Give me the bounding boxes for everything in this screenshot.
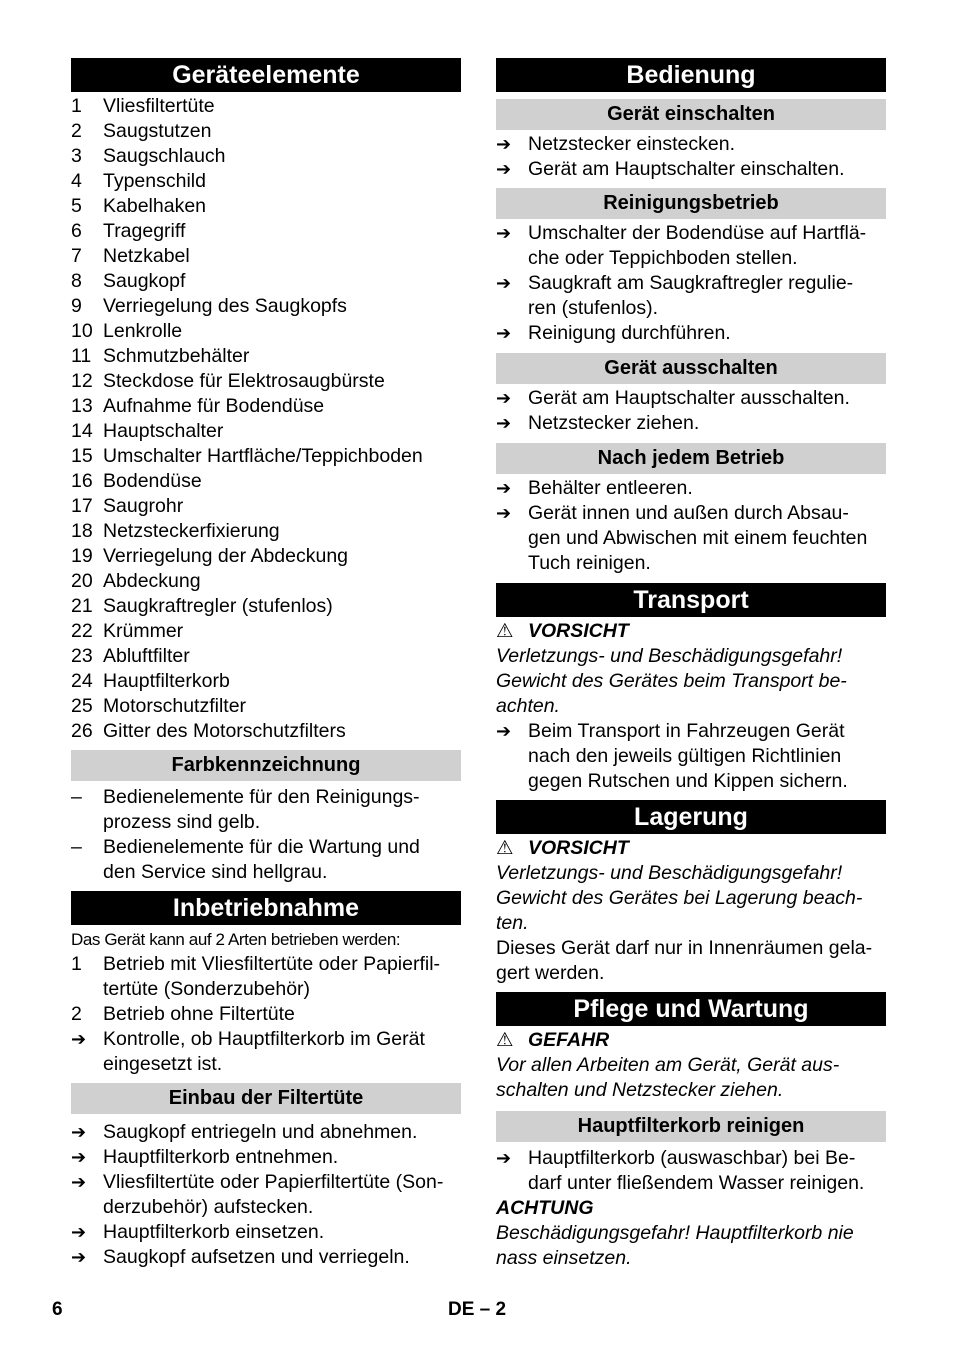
item-text: Umschalter Hartfläche/Teppichboden <box>103 445 423 467</box>
section-heading-inbetriebnahme: Inbetriebnahme <box>71 891 461 925</box>
item-text: Saugschlauch <box>103 145 226 167</box>
list-item <box>71 1120 461 1145</box>
item-text: derzubehör) aufstecken. <box>103 1196 314 1218</box>
list-item <box>71 94 461 119</box>
list-item <box>71 444 461 469</box>
list-item <box>71 119 461 144</box>
storage-warning <box>496 836 886 861</box>
item-text: Tuch reinigen. <box>528 552 651 574</box>
item-text: Abdeckung <box>103 570 201 592</box>
transport-warning-label: VORSICHT <box>528 620 629 642</box>
item-text: Saugstutzen <box>103 120 212 142</box>
list-item <box>496 246 886 271</box>
item-number: 19 <box>71 545 93 567</box>
item-number: 10 <box>71 320 93 342</box>
list-item <box>71 594 461 619</box>
item-text: Gerät innen und außen durch Absau- <box>528 502 849 524</box>
subheading-reinigungsbetrieb: Reinigungsbetrieb <box>496 188 886 219</box>
dash-bullet: – <box>71 786 82 808</box>
item-number: 2 <box>71 1003 82 1025</box>
item-number: 23 <box>71 645 93 667</box>
note-line: Gewicht des Gerätes beim Transport be- <box>496 670 847 692</box>
item-text: Lenkrolle <box>103 320 183 342</box>
text-line: Dieses Gerät darf nur in Innenräumen gela- <box>496 937 873 959</box>
item-text: Betrieb ohne Filtertüte <box>103 1003 295 1025</box>
page-number: 6 <box>52 1299 63 1320</box>
list-item <box>71 694 461 719</box>
list-item <box>496 744 886 769</box>
list-item <box>71 519 461 544</box>
item-text: Saugkraft am Saugkraftregler regulie- <box>528 272 854 294</box>
arrow-icon: ➔ <box>71 1122 87 1142</box>
item-text: Reinigung durchführen. <box>528 322 731 344</box>
transport-list <box>496 719 886 794</box>
list-item <box>496 1171 886 1196</box>
list-item <box>71 344 461 369</box>
list-item <box>496 1146 886 1171</box>
start-list <box>71 952 461 1077</box>
item-text: Hauptfilterkorb einsetzen. <box>103 1221 325 1243</box>
after-list <box>496 476 886 576</box>
list-item <box>71 569 461 594</box>
note-line: Beschädigungsgefahr! Hauptfilterkorb nie <box>496 1222 854 1244</box>
arrow-icon: ➔ <box>71 1029 87 1049</box>
item-number: 16 <box>71 470 93 492</box>
list-item <box>496 411 886 436</box>
arrow-icon: ➔ <box>496 413 512 433</box>
warning-triangle-icon: ⚠ <box>496 620 514 642</box>
arrow-icon: ➔ <box>71 1172 87 1192</box>
arrow-icon: ➔ <box>496 478 512 498</box>
filter-list <box>71 1120 461 1270</box>
item-number: 2 <box>71 120 82 142</box>
list-item <box>71 294 461 319</box>
item-text: Umschalter der Bodendüse auf Hartflä- <box>528 222 867 244</box>
right-column <box>496 58 886 1271</box>
list-item <box>71 319 461 344</box>
list-item <box>496 321 886 346</box>
item-number: 15 <box>71 445 93 467</box>
item-text: Saugkopf aufsetzen und verriegeln. <box>103 1246 410 1268</box>
item-text: prozess sind gelb. <box>103 811 261 833</box>
subheading-hauptfilterkorb-reinigen: Hauptfilterkorb reinigen <box>496 1111 886 1142</box>
item-text: den Service sind hellgrau. <box>103 861 328 883</box>
item-text: Gerät am Hauptschalter ausschalten. <box>528 387 850 409</box>
item-number: 24 <box>71 670 93 692</box>
section-heading-pflege-wartung: Pflege und Wartung <box>496 992 886 1026</box>
arrow-icon: ➔ <box>496 1148 512 1168</box>
item-text: Netzstecker einstecken. <box>528 133 736 155</box>
off-list <box>496 386 886 436</box>
list-item <box>71 394 461 419</box>
item-number: 13 <box>71 395 93 417</box>
item-number: 26 <box>71 720 93 742</box>
list-item <box>71 619 461 644</box>
on-list <box>496 132 886 182</box>
list-item <box>496 132 886 157</box>
start-intro: Das Gerät kann auf 2 Arten betrieben werden: <box>71 930 401 949</box>
list-item <box>71 719 461 744</box>
list-item <box>496 769 886 794</box>
item-number: 18 <box>71 520 93 542</box>
list-item <box>71 469 461 494</box>
transport-note <box>496 644 886 719</box>
list-item <box>496 271 886 296</box>
list-item <box>71 1145 461 1170</box>
item-text: Netzsteckerfixierung <box>103 520 280 542</box>
item-number: 4 <box>71 170 82 192</box>
list-item <box>496 221 886 246</box>
item-text: nach den jeweils gültigen Richtlinien <box>528 745 842 767</box>
item-number: 20 <box>71 570 93 592</box>
care-warning-label: GEFAHR <box>528 1029 610 1051</box>
list-item <box>71 835 461 860</box>
list-item <box>71 1245 461 1270</box>
list-item <box>71 1027 461 1052</box>
item-number: 21 <box>71 595 93 617</box>
item-text: Betrieb mit Vliesfiltertüte oder Papierfil- <box>103 953 441 975</box>
arrow-icon: ➔ <box>71 1247 87 1267</box>
item-text: tertüte (Sonderzubehör) <box>103 978 311 1000</box>
care-warning <box>496 1028 886 1053</box>
list-item <box>71 810 461 835</box>
list-item <box>71 219 461 244</box>
arrow-icon: ➔ <box>496 273 512 293</box>
mainfilter-list <box>496 1146 886 1196</box>
item-text: Typenschild <box>103 170 206 192</box>
transport-warning <box>496 619 886 644</box>
note-line: Vor allen Arbeiten am Gerät, Gerät aus- <box>496 1054 840 1076</box>
care-note <box>496 1053 886 1103</box>
list-item <box>71 785 461 810</box>
section-heading-bedienung: Bedienung <box>496 58 886 92</box>
list-item <box>71 369 461 394</box>
item-text: Krümmer <box>103 620 184 642</box>
item-text: Hauptschalter <box>103 420 224 442</box>
note-line: schalten und Netzstecker ziehen. <box>496 1079 784 1101</box>
item-text: Kontrolle, ob Hauptfilterkorb im Gerät <box>103 1028 425 1050</box>
item-number: 7 <box>71 245 82 267</box>
item-text: Netzstecker ziehen. <box>528 412 700 434</box>
list-item <box>71 419 461 444</box>
arrow-icon: ➔ <box>496 388 512 408</box>
item-number: 11 <box>71 345 92 367</box>
item-text: Vliesfiltertüte oder Papierfiltertüte (Son- <box>103 1171 444 1193</box>
item-text: Hauptfilterkorb <box>103 670 230 692</box>
item-text: Kabelhaken <box>103 195 207 217</box>
section-heading-transport: Transport <box>496 583 886 617</box>
color-list <box>71 785 461 885</box>
item-text: Saugkopf <box>103 270 186 292</box>
storage-note <box>496 861 886 936</box>
cleaning-list <box>496 221 886 346</box>
item-number: 6 <box>71 220 82 242</box>
item-number: 8 <box>71 270 82 292</box>
item-text: ren (stufenlos). <box>528 297 659 319</box>
subheading-geraet-einschalten: Gerät einschalten <box>496 99 886 130</box>
item-text: Verriegelung der Abdeckung <box>103 545 349 567</box>
item-number: 1 <box>71 95 82 117</box>
note-line: Gewicht des Gerätes bei Lagerung beach- <box>496 887 863 909</box>
arrow-icon: ➔ <box>496 134 512 154</box>
dash-bullet: – <box>71 836 82 858</box>
item-number: 5 <box>71 195 82 217</box>
list-item <box>71 1052 461 1077</box>
storage-warning-label: VORSICHT <box>528 837 629 859</box>
item-text: Schmutzbehälter <box>103 345 250 367</box>
subheading-geraet-ausschalten: Gerät ausschalten <box>496 353 886 384</box>
list-item <box>71 952 461 977</box>
list-item <box>496 476 886 501</box>
item-text: Verriegelung des Saugkopfs <box>103 295 347 317</box>
list-item <box>71 494 461 519</box>
item-text: Netzkabel <box>103 245 190 267</box>
list-item <box>71 544 461 569</box>
note-line: Verletzungs- und Beschädigungsgefahr! <box>496 645 843 667</box>
arrow-icon: ➔ <box>496 503 512 523</box>
list-item <box>496 719 886 744</box>
item-text: Beim Transport in Fahrzeugen Gerät <box>528 720 845 742</box>
list-item <box>496 296 886 321</box>
list-item <box>71 169 461 194</box>
item-text: Aufnahme für Bodendüse <box>103 395 325 417</box>
item-text: Gitter des Motorschutzfilters <box>103 720 346 742</box>
note-line: nass einsetzen. <box>496 1247 632 1269</box>
item-text: Saugkopf entriegeln und abnehmen. <box>103 1121 418 1143</box>
list-item <box>496 501 886 526</box>
warning-triangle-icon: ⚠ <box>496 1029 514 1051</box>
list-item <box>496 526 886 551</box>
arrow-icon: ➔ <box>496 159 512 179</box>
list-item <box>496 157 886 182</box>
list-item <box>71 860 461 885</box>
item-number: 1 <box>71 953 82 975</box>
item-text: eingesetzt ist. <box>103 1053 223 1075</box>
item-text: Tragegriff <box>103 220 186 242</box>
item-text: Vliesfiltertüte <box>103 95 215 117</box>
item-number: 9 <box>71 295 82 317</box>
arrow-icon: ➔ <box>496 223 512 243</box>
note-line: achten. <box>496 695 560 717</box>
item-text: che oder Teppichboden stellen. <box>528 247 798 269</box>
item-number: 14 <box>71 420 93 442</box>
list-item <box>71 1220 461 1245</box>
item-text: Steckdose für Elektrosaugbürste <box>103 370 385 392</box>
section-heading-lagerung: Lagerung <box>496 800 886 834</box>
item-text: Saugkraftregler (stufenlos) <box>103 595 333 617</box>
list-item <box>71 977 461 1002</box>
list-item <box>71 1195 461 1220</box>
list-item <box>71 144 461 169</box>
item-text: Bodendüse <box>103 470 202 492</box>
elements-list <box>71 94 461 744</box>
item-text: Hauptfilterkorb (auswaschbar) bei Be- <box>528 1147 856 1169</box>
item-text: Abluftfilter <box>103 645 190 667</box>
item-text: Gerät am Hauptschalter einschalten. <box>528 158 845 180</box>
item-text: Behälter entleeren. <box>528 477 693 499</box>
note-line: Verletzungs- und Beschädigungsgefahr! <box>496 862 843 884</box>
attention-note <box>496 1221 886 1271</box>
page-section-label: DE – 2 <box>448 1299 507 1320</box>
storage-text <box>496 936 886 986</box>
item-text: Hauptfilterkorb entnehmen. <box>103 1146 339 1168</box>
list-item <box>496 386 886 411</box>
item-text: Motorschutzfilter <box>103 695 247 717</box>
subheading-nach-jedem-betrieb: Nach jedem Betrieb <box>496 443 886 474</box>
item-number: 25 <box>71 695 93 717</box>
list-item <box>71 644 461 669</box>
text-line: gert werden. <box>496 962 605 984</box>
subheading-einbau-filtertuete: Einbau der Filtertüte <box>71 1083 461 1114</box>
item-text: Bedienelemente für die Wartung und <box>103 836 420 858</box>
attention-label: ACHTUNG <box>496 1197 594 1219</box>
arrow-icon: ➔ <box>496 721 512 741</box>
item-text: darf unter fließendem Wasser reinigen. <box>528 1172 865 1194</box>
left-column <box>71 58 461 1270</box>
arrow-icon: ➔ <box>71 1147 87 1167</box>
item-text: gegen Rutschen und Kippen sichern. <box>528 770 848 792</box>
list-item <box>71 194 461 219</box>
list-item <box>71 244 461 269</box>
subheading-farbkennzeichnung: Farbkennzeichnung <box>71 750 461 781</box>
item-number: 22 <box>71 620 93 642</box>
item-text: Bedienelemente für den Reinigungs- <box>103 786 420 808</box>
section-heading-geraeteelemente: Geräteelemente <box>71 58 461 92</box>
warning-triangle-icon: ⚠ <box>496 837 514 859</box>
item-text: gen und Abwischen mit einem feuchten <box>528 527 868 549</box>
list-item <box>71 1002 461 1027</box>
list-item <box>71 669 461 694</box>
item-text: Saugrohr <box>103 495 184 517</box>
item-number: 12 <box>71 370 93 392</box>
arrow-icon: ➔ <box>496 323 512 343</box>
list-item <box>496 551 886 576</box>
list-item <box>71 269 461 294</box>
item-number: 3 <box>71 145 82 167</box>
item-number: 17 <box>71 495 93 517</box>
note-line: ten. <box>496 912 529 934</box>
list-item <box>71 1170 461 1195</box>
arrow-icon: ➔ <box>71 1222 87 1242</box>
